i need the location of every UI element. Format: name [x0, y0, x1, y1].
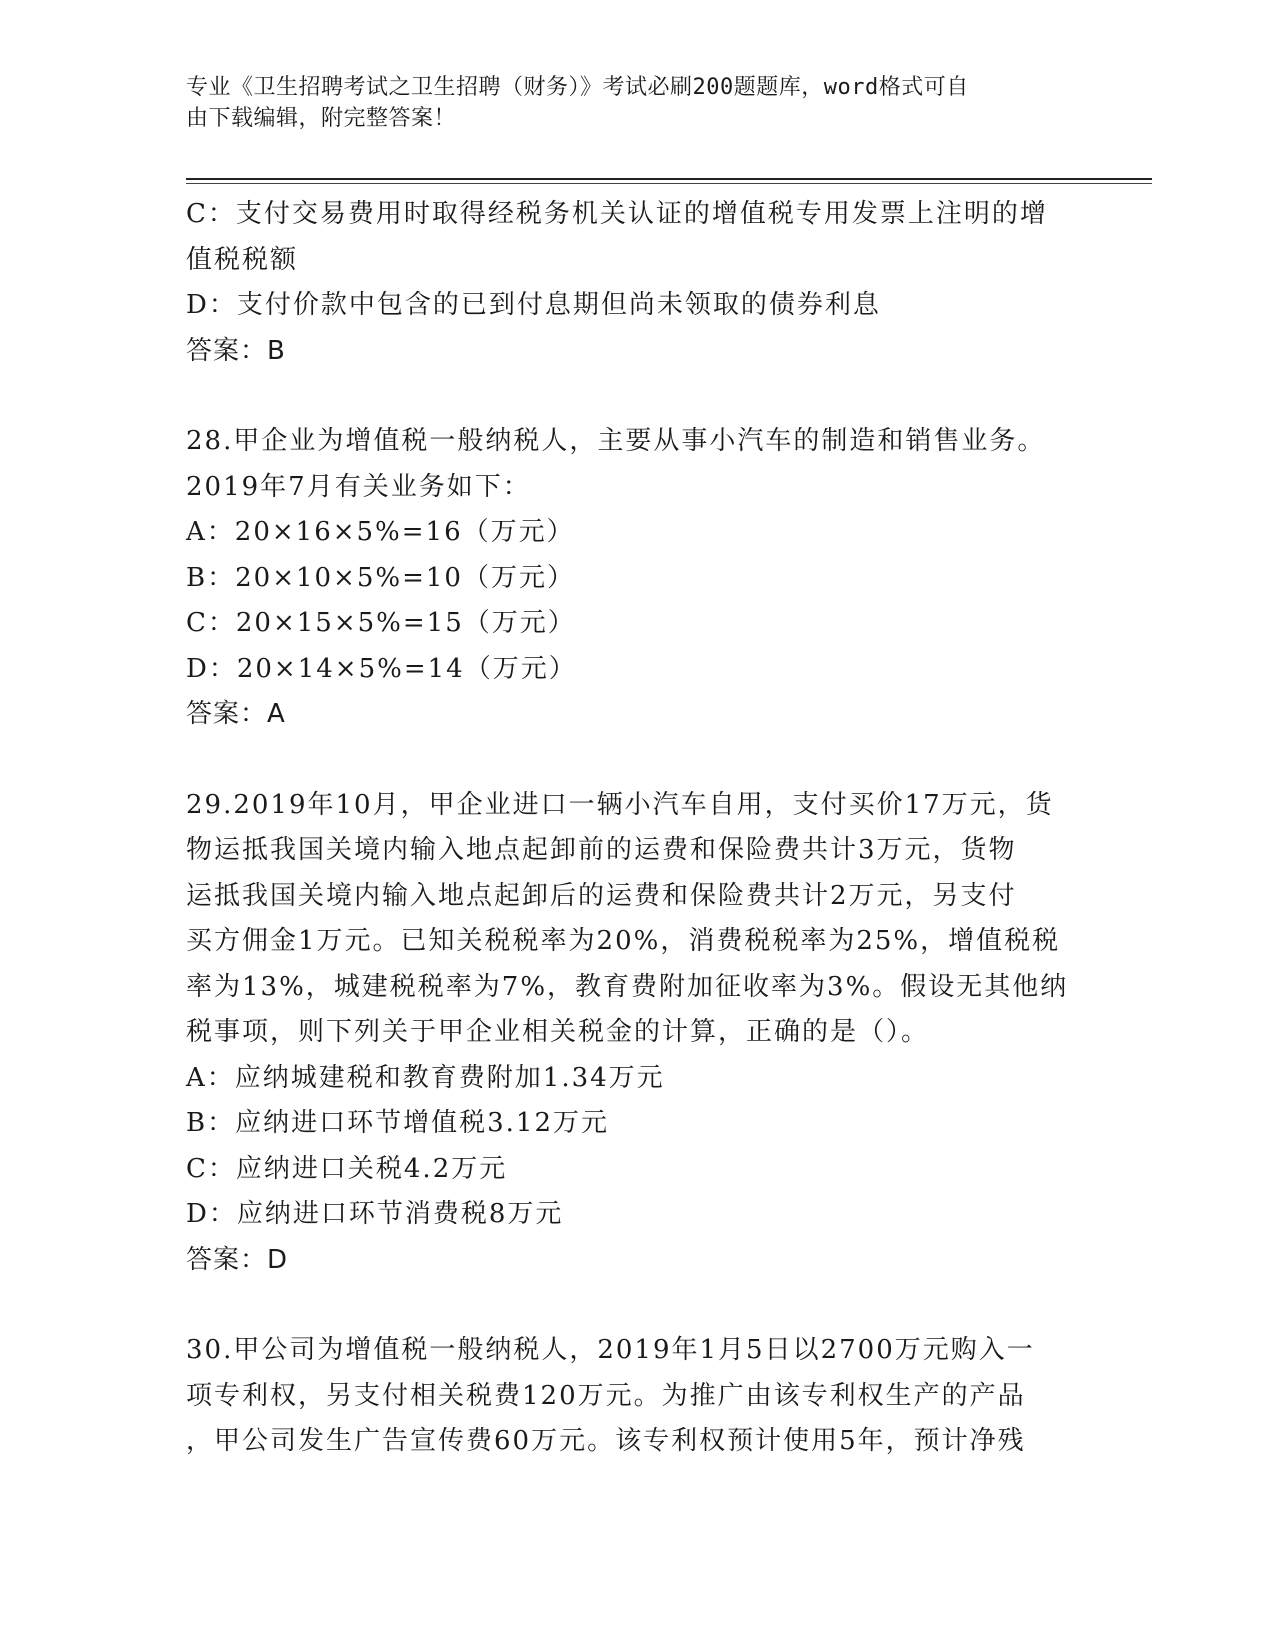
- q30-stem-line-1: 30.甲公司为增值税一般纳税人，2019年1月5日以2700万元购入一: [186, 1335, 1035, 1365]
- q27-option-c-line-1: C：支付交易费用时取得经税务机关认证的增值税专用发票上注明的增: [186, 199, 1048, 229]
- q27-option-d: D：支付价款中包含的已到付息期但尚未领取的债券利息: [186, 290, 881, 320]
- q28-stem-line-1: 28.甲企业为增值税一般纳税人，主要从事小汽车的制造和销售业务。: [186, 426, 1046, 456]
- q28-answer: 答案：A: [186, 699, 286, 729]
- q30-stem-line-2: 项专利权，另支付相关税费120万元。为推广由该专利权生产的产品: [186, 1380, 1026, 1411]
- question-content: [186, 192, 1086, 1465]
- q28-stem-line-2: 2019年7月有关业务如下：: [186, 471, 531, 502]
- header-divider-thin: [186, 183, 1152, 184]
- q28-option-d: D：20×14×5%=14（万元）: [186, 653, 577, 684]
- q27-option-c-line-2: 值税税额: [186, 244, 299, 275]
- q29-option-d: D：应纳进口环节消费税8万元: [186, 1199, 564, 1229]
- q29-stem-line-6: 税事项，则下列关于甲企业相关税金的计算，正确的是（）。: [186, 1017, 930, 1047]
- q29-stem-line-2: 物运抵我国关境内输入地点起卸前的运费和保险费共计3万元，货物: [186, 835, 1017, 865]
- q29-stem-line-1: 29.2019年10月，甲企业进口一辆小汽车自用，支付买价17万元，货: [186, 789, 1054, 820]
- q30-stem-line-3: ，甲公司发生广告宣传费60万元。该专利权预计使用5年，预计净残: [186, 1426, 1026, 1456]
- q28-option-c: C：20×15×5%=15（万元）: [186, 608, 576, 638]
- header-divider-thick: [186, 178, 1152, 180]
- q29-stem-line-3: 运抵我国关境内输入地点起卸后的运费和保险费共计2万元，另支付: [186, 880, 1017, 911]
- q28-option-a: A：20×16×5%=16（万元）: [186, 517, 575, 547]
- spacer: [186, 738, 1086, 783]
- header-line-2: 由下载编辑，附完整答案！: [186, 106, 457, 131]
- q29-option-b: B：应纳进口环节增值税3.12万元: [186, 1108, 609, 1138]
- q29-option-a: A：应纳城建税和教育费附加1.34万元: [186, 1062, 665, 1093]
- question-30: [186, 1328, 1086, 1465]
- question-27-tail: [186, 192, 1086, 374]
- q27-answer: 答案：B: [186, 335, 286, 366]
- document-header: [186, 72, 1066, 134]
- spacer: [186, 374, 1086, 419]
- q29-stem-line-5: 率为13%，城建税税率为7%，教育费附加征收率为3%。假设无其他纳: [186, 971, 1069, 1002]
- q29-stem-line-4: 买方佣金1万元。已知关税税率为20%，消费税税率为25%，增值税税: [186, 926, 1061, 956]
- header-line-1: 专业《卫生招聘考试之卫生招聘（财务）》考试必刷200题题库，word格式可自: [186, 75, 969, 100]
- q29-answer: 答案：D: [186, 1244, 289, 1275]
- question-29: [186, 783, 1086, 1284]
- q28-option-b: B：20×10×5%=10（万元）: [186, 562, 575, 593]
- spacer: [186, 1283, 1086, 1328]
- question-28: [186, 419, 1086, 738]
- q29-option-c: C：应纳进口关税4.2万元: [186, 1153, 508, 1184]
